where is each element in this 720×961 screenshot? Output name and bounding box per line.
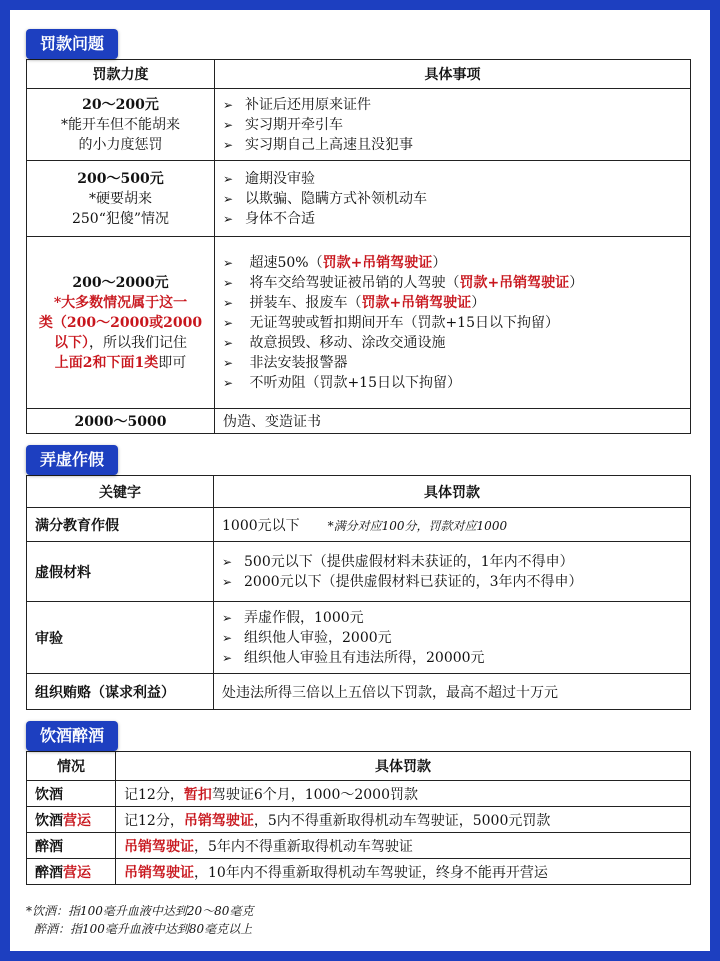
list-item: ➢ 超速50%（罚款+吊销驾驶证） [223,254,447,271]
items-cell: 伪造、变造证书 [215,409,691,434]
table-row [27,237,691,409]
penalty-cell: 记12分，吊销驾驶证，5内不得重新取得机动车驾驶证，5000元罚款 [116,807,691,833]
list-item: ➢ 组织他人审验，2000元 [222,629,392,646]
arrow-bullet-icon: ➢ [223,137,234,152]
fine-note: 的小力度惩罚 [78,136,163,153]
keyword-cell: 审验 [27,602,214,674]
fine-note: 以下），所以我们记住 [54,334,187,351]
fine-note: *大多数情况属于这一 [53,294,188,311]
level-cell [27,89,215,161]
fine-range: 200～2000元 [72,274,169,291]
arrow-bullet-icon: ➢ [223,315,234,330]
list-item: ➢ 无证驾驶或暂扣期间开车（罚款+15日以下拘留） [223,314,559,331]
arrow-bullet-icon: ➢ [222,554,233,569]
fine-note: 上面2和下面1类即可 [54,354,187,371]
table-row [27,807,691,833]
list-item: ➢ 不听劝阻（罚款+15日以下拘留） [223,374,461,391]
list-item: ➢ 将车交给驾驶证被吊销的人驾驶（罚款+吊销驾驶证） [223,274,584,291]
fine-range: 20～200元 [82,96,159,113]
arrow-bullet-icon: ➢ [223,97,234,112]
header-cell: 具体罚款 [116,752,691,781]
section-title-drinking: 饮酒醉酒 [26,721,118,751]
table-row [27,781,691,807]
case-cell: 饮酒 [27,781,116,807]
section-title-fraud: 弄虚作假 [26,445,118,475]
list-item: ➢ 2000元以下（提供虚假材料已获证的，3年内不得申） [222,573,583,590]
arrow-bullet-icon: ➢ [222,610,233,625]
fine-range: 2000～5000 [27,409,215,434]
header-cell: 具体事项 [215,60,691,89]
penalty-cell: 记12分，暂扣驾驶证6个月，1000～2000罚款 [116,781,691,807]
drinking-table [26,751,691,885]
keyword-cell: 组织贿赂（谋求利益） [27,674,214,710]
items-cell [215,89,691,161]
table-header-row [27,60,691,89]
penalty-cell: 1000元以下 *满分对应100分，罚款对应1000 [214,508,691,542]
keyword-cell: 满分教育作假 [27,508,214,542]
penalty-cell: 处违法所得三倍以上五倍以下罚款，最高不超过十万元 [214,674,691,710]
items-cell [215,161,691,237]
arrow-bullet-icon: ➢ [223,335,234,350]
list-item: ➢ 故意损毁、移动、涂改交通设施 [223,334,446,351]
level-cell [27,161,215,237]
arrow-bullet-icon: ➢ [223,255,234,270]
footnote-line: *饮酒：指100毫升血液中达到20～80毫克 [26,904,254,918]
list-item: ➢ 补证后还用原来证件 [223,96,371,113]
arrow-bullet-icon: ➢ [223,117,234,132]
table-row [27,409,691,434]
list-item: ➢ 以欺骗、隐瞒方式补领机动车 [223,190,427,207]
table-row [27,542,691,602]
list-item: ➢ 500元以下（提供虚假材料未获证的，1年内不得申） [222,553,574,570]
table-row [27,674,691,710]
table-header-row [27,476,691,508]
page-content [26,29,690,885]
items-cell [215,237,691,409]
list-item: ➢ 拼装车、报废车（罚款+吊销驾驶证） [223,294,486,311]
arrow-bullet-icon: ➢ [223,211,234,226]
fine-note: *硬要胡来 [89,190,152,207]
penalty-cell: 吊销驾驶证，5年内不得重新取得机动车驾驶证 [116,833,691,859]
list-item: ➢ 逾期没审验 [223,170,315,187]
header-cell: 罚款力度 [27,60,215,89]
list-item: ➢ 组织他人审验且有违法所得，20000元 [222,649,485,666]
arrow-bullet-icon: ➢ [223,275,234,290]
arrow-bullet-icon: ➢ [223,191,234,206]
level-cell [27,237,215,409]
arrow-bullet-icon: ➢ [223,375,234,390]
fines-table [26,59,691,434]
table-row [27,833,691,859]
list-item: ➢ 实习期开牵引车 [223,116,343,133]
case-cell: 醉酒 [27,833,116,859]
fine-range: 200～500元 [77,170,164,187]
fine-note: 类（200～2000或2000 [38,314,203,331]
arrow-bullet-icon: ➢ [223,295,234,310]
header-cell: 具体罚款 [214,476,691,508]
keyword-cell: 虚假材料 [27,542,214,602]
arrow-bullet-icon: ➢ [223,355,234,370]
penalty-cell [214,602,691,674]
penalty-cell: 吊销驾驶证，10年内不得重新取得机动车驾驶证，终身不能再开营运 [116,859,691,885]
arrow-bullet-icon: ➢ [222,630,233,645]
table-row [27,508,691,542]
fine-note: *能开车但不能胡来 [61,116,180,133]
case-cell: 饮酒营运 [27,807,116,833]
table-row [27,89,691,161]
table-row [27,602,691,674]
case-cell: 醉酒营运 [27,859,116,885]
footnote-line: 醉酒：指100毫升血液中达到80毫克以上 [34,922,253,936]
fine-note: 250“犯傻”情况 [71,210,170,227]
section-title-fines: 罚款问题 [26,29,118,59]
header-cell: 关键字 [27,476,214,508]
fraud-table [26,475,691,710]
list-item: ➢ 身体不合适 [223,210,315,227]
arrow-bullet-icon: ➢ [222,574,233,589]
penalty-cell [214,542,691,602]
table-row [27,859,691,885]
list-item: ➢ 实习期自己上高速且没犯事 [223,136,413,153]
list-item: ➢ 非法安装报警器 [223,354,348,371]
table-header-row [27,752,691,781]
arrow-bullet-icon: ➢ [222,650,233,665]
table-row [27,161,691,237]
footnote [26,902,253,938]
header-cell: 情况 [27,752,116,781]
list-item: ➢ 弄虚作假，1000元 [222,609,364,626]
arrow-bullet-icon: ➢ [223,171,234,186]
